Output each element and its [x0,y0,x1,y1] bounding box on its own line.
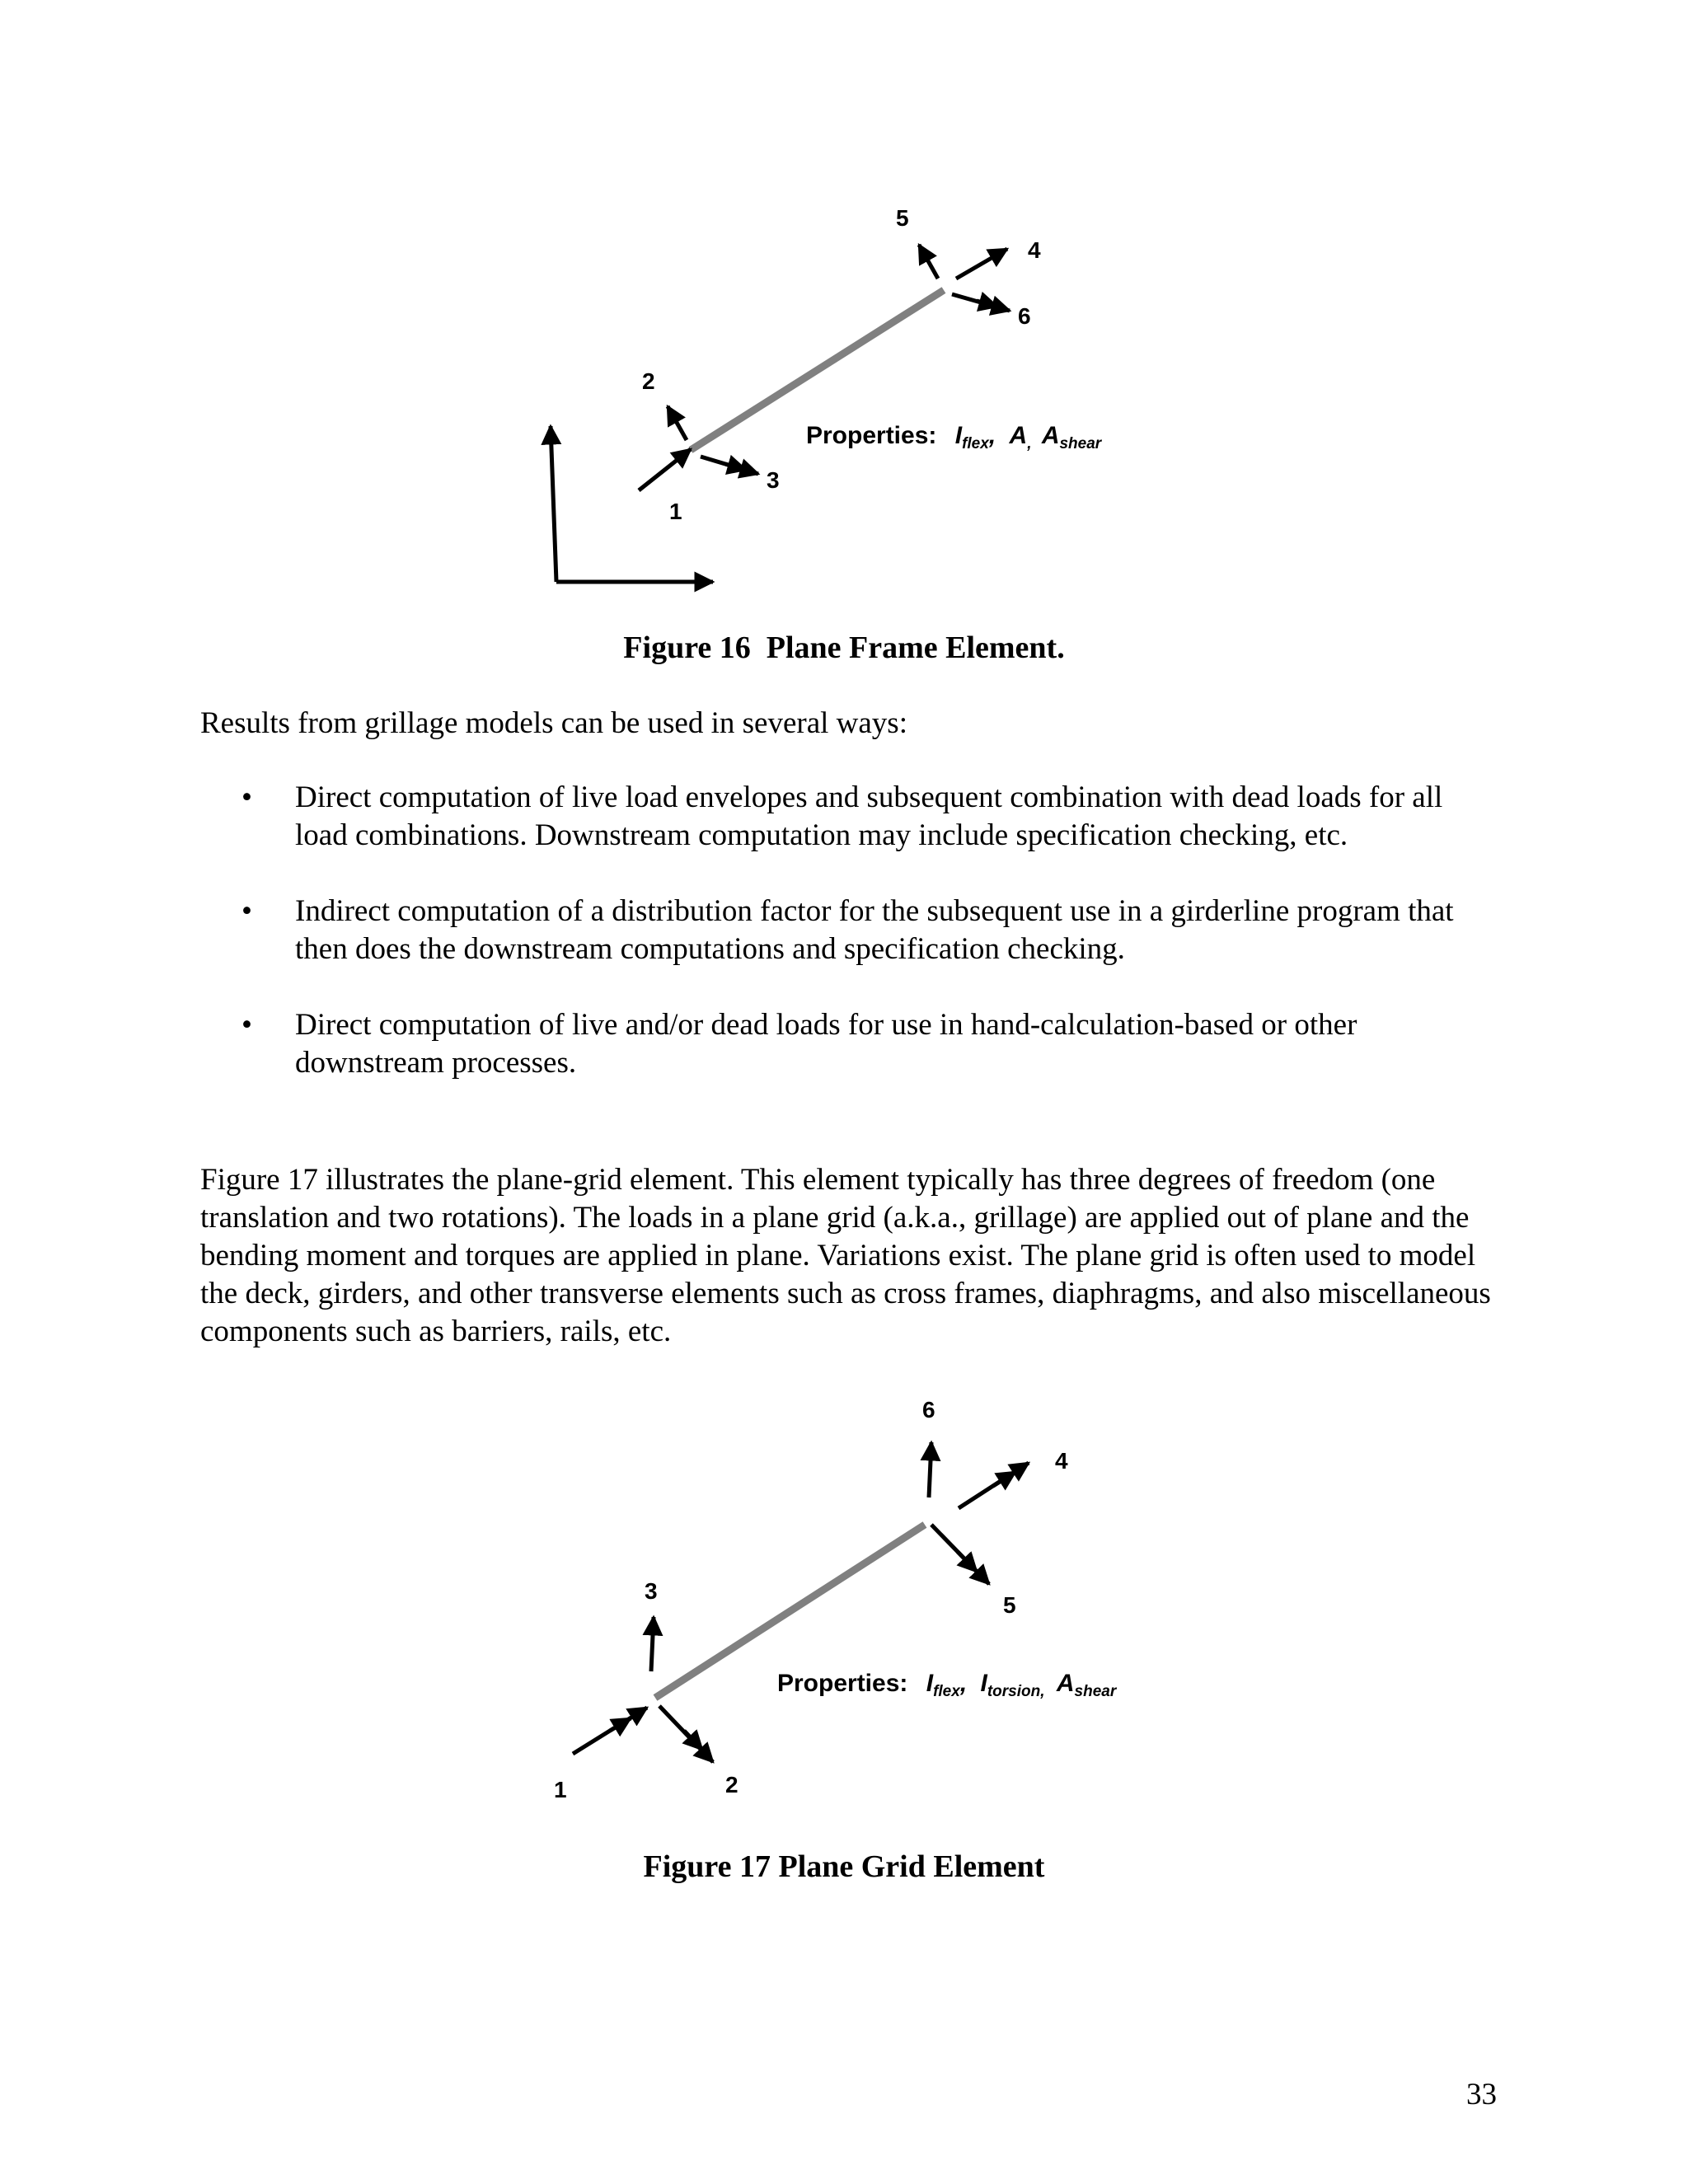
dof-label-1: 1 [669,499,682,524]
properties-label: Properties: $I_{flex}$, $I_{torsion,}$ $A_{shear}$ [777,1670,1117,1700]
dof-label-5: 5 [1003,1592,1016,1618]
list-item-text: Indirect computation of a distribution factor for the subsequent use in a girderline program that then does the downstream computations and specification checking. [295,894,1454,966]
node-i-dof-arrows [573,1617,713,1762]
dof-label-4: 4 [1055,1448,1068,1474]
dof-label-1: 1 [554,1777,567,1802]
results-usage-list [200,779,1503,1120]
node-j-dof-arrows [929,1442,1029,1584]
figure-17-diagram [0,1368,1688,1830]
figure-16-diagram [0,0,1688,626]
figure-16-caption: Figure 16 Plane Frame Element. [623,630,1065,665]
bullet-marker: • [241,1008,252,1042]
plane-grid-paragraph: Figure 17 illustrates the plane-grid element. This element typically has three degrees of freedom (one translation and two rotations). The loads in a plane grid (a.k.a., grillage) are applied out of plane and the bending moment and torques are applied in plane. Variations exist. The plane grid is often used to model the deck, girders, and other transverse elements such as cross frames, diaphragms, and also miscellaneous components such as barriers, rails, etc. [200,1163,1491,1348]
dof-label-3: 3 [767,467,780,493]
list-item-text: Direct computation of live load envelopes and subsequent combination with dead loads for all load combinations. Downstream computation may include specification checking, etc. [295,780,1443,852]
list-item [200,893,1503,968]
dof-label-2: 2 [642,368,655,394]
bullet-marker: • [241,780,252,814]
dof-label-5: 5 [896,205,909,231]
bullet-marker: • [241,894,252,928]
dof-label-3: 3 [645,1578,658,1604]
page-number: 33 [1466,2078,1497,2111]
intro-paragraph: Results from grillage models can be used in several ways: [200,706,907,740]
dof-label-2: 2 [725,1772,738,1797]
list-item [200,779,1503,855]
list-item [200,1006,1503,1082]
figure-17-caption: Figure 17 Plane Grid Element [643,1849,1045,1884]
dof-label-6: 6 [922,1397,935,1422]
dof-label-4: 4 [1028,237,1041,263]
dof-label-6: 6 [1018,303,1031,329]
properties-label: Properties: $I_{flex}$, $A_,$ $A_{shear}$ [806,422,1102,452]
list-item-text: Direct computation of live and/or dead loads for use in hand-calculation-based or other downstream processes. [295,1008,1357,1080]
